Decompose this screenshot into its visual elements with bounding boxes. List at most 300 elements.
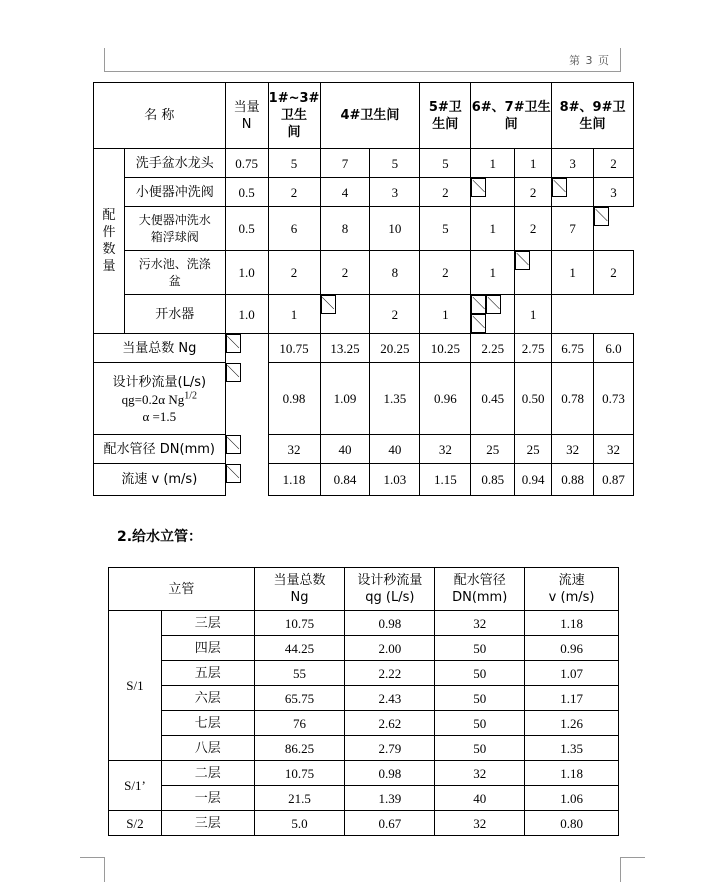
riser-flow xyxy=(345,711,435,736)
table-row xyxy=(109,736,619,761)
table-row xyxy=(94,435,634,464)
total-value-text: 6.75 xyxy=(561,340,584,356)
table-row xyxy=(94,178,634,207)
fixture-count xyxy=(320,207,370,251)
flow-equivalent-text: ＼ xyxy=(226,364,240,380)
fixture-equivalent xyxy=(225,295,268,334)
header-flow xyxy=(345,568,435,611)
fixture-count-text: 2 xyxy=(610,265,617,280)
riser-total-text: 76 xyxy=(293,715,307,731)
floor-label-text: 四层 xyxy=(194,640,221,656)
riser-velocity xyxy=(525,686,619,711)
riser-dn xyxy=(435,711,525,736)
riser-name xyxy=(109,761,162,811)
total-equivalent-text: ＼ xyxy=(226,336,240,351)
riser-dn-text: 32 xyxy=(473,615,487,631)
floor-label xyxy=(161,736,254,761)
riser-total-text: 10.75 xyxy=(284,765,315,781)
header-group-text: 卫生 xyxy=(281,108,308,123)
velocity-value xyxy=(420,464,471,496)
fixture-name xyxy=(124,207,225,251)
riser-flow-text: 2.79 xyxy=(378,740,402,756)
fixture-count xyxy=(471,207,515,251)
fixture-name-text: 洗手盆水龙头 xyxy=(135,155,214,171)
fixture-count-text: 1 xyxy=(569,265,576,280)
riser-name-text: S/1’ xyxy=(124,778,146,793)
fixture-count-text: ＼ xyxy=(553,180,567,195)
riser-velocity-text: 1.26 xyxy=(560,715,583,731)
header-velocity xyxy=(525,568,619,611)
fixture-count xyxy=(370,149,420,178)
riser-total-text: 5.0 xyxy=(291,815,308,831)
floor-label xyxy=(161,711,254,736)
flow-value-text: 0.96 xyxy=(433,391,457,406)
floor-label-text: 七层 xyxy=(194,715,221,731)
riser-flow xyxy=(345,786,435,811)
fixture-count-text: 1 xyxy=(290,306,298,322)
riser-dn xyxy=(435,661,525,686)
riser-total xyxy=(254,636,345,661)
fixture-count xyxy=(515,295,552,334)
table-row xyxy=(109,711,619,736)
total-value-text: 13.25 xyxy=(330,340,360,356)
riser-dn xyxy=(435,636,525,661)
fixture-count-text: 3 xyxy=(610,184,617,200)
header-group xyxy=(268,83,320,149)
riser-total xyxy=(254,786,345,811)
flow-value-text: 1.35 xyxy=(383,391,407,406)
fixture-count xyxy=(370,295,420,334)
riser-flow-text: 0.67 xyxy=(378,815,402,831)
flow-value xyxy=(552,363,594,435)
velocity-value-text: 1.15 xyxy=(433,472,457,487)
riser-total xyxy=(254,611,345,636)
fixture-name-text: 大便器冲洗水 xyxy=(138,212,211,227)
dn-value-text: 40 xyxy=(338,441,352,457)
floor-label-text: 三层 xyxy=(194,815,221,831)
fixture-count xyxy=(515,251,530,270)
flow-value-text: 0.78 xyxy=(561,391,584,406)
fixture-count-text: 2 xyxy=(610,155,617,171)
flow-value-text: 0.50 xyxy=(521,391,545,406)
fixture-count-text: 2 xyxy=(529,184,537,200)
flow-formula: qg=0.2α $Ng^{1/2}$ xyxy=(121,390,197,407)
fixture-count-text: ＼ xyxy=(487,297,501,312)
fixture-count xyxy=(420,149,471,178)
flow-value xyxy=(594,363,634,435)
header-dn xyxy=(435,568,525,611)
table-row xyxy=(94,83,634,149)
header-dn-text: 配水管径 xyxy=(453,573,506,588)
flow-value-text: 1.09 xyxy=(333,391,357,406)
section-title: 2.给水立管： xyxy=(117,529,203,545)
floor-label-text: 六层 xyxy=(194,690,221,706)
header-velocity-text: v (m/s) xyxy=(548,590,595,605)
riser-flow xyxy=(345,661,435,686)
riser-velocity xyxy=(525,736,619,761)
velocity-value-text: 1.03 xyxy=(383,472,407,487)
fixture-count-text: 2 xyxy=(442,265,449,280)
fixture-count-text: 8 xyxy=(391,265,399,280)
dn-value xyxy=(515,435,552,464)
velocity-value-text: 1.18 xyxy=(282,472,306,487)
riser-total-text: 21.5 xyxy=(288,790,311,806)
total-value-text: 2.75 xyxy=(521,340,545,356)
fixture-count-text: 4 xyxy=(341,184,349,200)
velocity-value-text: 0.87 xyxy=(602,472,625,487)
velocity-label-text: 流速 v (m/s) xyxy=(121,472,198,487)
dn-value xyxy=(420,435,471,464)
fixture-count xyxy=(320,149,370,178)
riser-dn xyxy=(435,611,525,636)
riser-total-text: 10.75 xyxy=(284,615,315,631)
header-group-text: 8#、9#卫 xyxy=(559,99,626,115)
riser-dn-text: 50 xyxy=(473,690,487,706)
dn-value-text: 32 xyxy=(566,441,580,457)
fixture-name xyxy=(124,251,225,295)
flow-value xyxy=(268,363,320,435)
table-row xyxy=(94,149,634,178)
riser-total xyxy=(254,686,345,711)
riser-total-text: 55 xyxy=(293,665,307,681)
crop-mark-top-right xyxy=(620,48,621,72)
dn-equivalent xyxy=(226,435,241,454)
riser-dn xyxy=(435,811,525,836)
fixture-equivalent-text: 1.0 xyxy=(238,306,255,322)
velocity-value-text: 0.88 xyxy=(561,472,584,487)
fixture-group-label-text: 配 xyxy=(102,208,116,223)
riser-name xyxy=(109,811,162,836)
riser-flow-text: 0.98 xyxy=(378,765,402,781)
fixture-count-text: ＼ xyxy=(472,180,486,195)
fixture-count xyxy=(471,314,486,333)
dn-value xyxy=(268,435,320,464)
fixture-equivalent-text: 0.5 xyxy=(238,184,255,200)
header-equivalent xyxy=(225,83,268,149)
fixture-count xyxy=(370,207,420,251)
header-dn-text: DN(mm) xyxy=(452,590,508,605)
dn-value-text: 32 xyxy=(438,441,452,457)
floor-label xyxy=(161,611,254,636)
fixture-group-label-text: 量 xyxy=(102,259,116,274)
total-equivalent xyxy=(226,334,241,353)
fixture-count-text: 5 xyxy=(290,155,298,171)
fixture-count xyxy=(268,295,320,334)
fixture-count-text: 7 xyxy=(341,155,349,171)
header-riser-text: 立管 xyxy=(168,581,195,597)
header-group-text: 5#卫 xyxy=(428,99,462,115)
riser-flow-text: 2.43 xyxy=(378,690,402,706)
crop-mark-top-left xyxy=(104,48,105,72)
riser-dn-text: 50 xyxy=(473,665,487,681)
fixture-count xyxy=(370,178,420,207)
fixture-count xyxy=(594,149,634,178)
riser-velocity xyxy=(525,786,619,811)
total-value-text: 10.25 xyxy=(430,340,460,356)
fixture-count xyxy=(420,251,471,295)
riser-dn-text: 32 xyxy=(473,765,487,781)
flow-equivalent xyxy=(226,363,241,382)
riser-flow xyxy=(345,811,435,836)
riser-name-text: S/1 xyxy=(126,678,144,693)
total-value-text: 2.25 xyxy=(481,340,505,356)
table-row xyxy=(109,786,619,811)
total-value xyxy=(320,334,370,363)
fixture-count-text: 1 xyxy=(489,221,496,236)
table-row xyxy=(109,761,619,786)
velocity-value xyxy=(370,464,420,496)
dn-equivalent-text: ＼ xyxy=(226,436,240,452)
velocity-value xyxy=(320,464,370,496)
table-row xyxy=(109,636,619,661)
riser-velocity-text: 1.18 xyxy=(560,615,583,631)
fixture-count xyxy=(420,207,471,251)
fixture-equivalent-text: 0.5 xyxy=(238,221,255,236)
total-value-text: 20.25 xyxy=(380,340,410,356)
riser-velocity-text: 1.18 xyxy=(560,765,583,781)
total-value xyxy=(268,334,320,363)
fixture-count xyxy=(268,251,320,295)
header-name-text: 名 称 xyxy=(144,108,175,123)
velocity-label xyxy=(94,464,226,496)
crop-mark-bottom-left xyxy=(80,857,105,882)
dn-value-text: 25 xyxy=(526,441,540,457)
fixture-count xyxy=(486,295,501,314)
dn-value xyxy=(320,435,370,464)
dn-value-text: 32 xyxy=(607,441,620,457)
fixture-equivalent xyxy=(225,207,268,251)
fixture-name xyxy=(124,149,225,178)
header-group-text: 4#卫生间 xyxy=(340,108,400,123)
velocity-value xyxy=(515,464,552,496)
flow-value xyxy=(471,363,515,435)
table-row xyxy=(109,661,619,686)
riser-velocity-text: 0.80 xyxy=(560,815,583,831)
riser-name xyxy=(109,611,162,761)
fixture-count-text: 7 xyxy=(569,221,576,236)
flow-value-text: 0.73 xyxy=(602,391,625,406)
fixture-count-text: 1 xyxy=(442,306,449,322)
fixture-count-text: 5 xyxy=(442,221,449,236)
fixture-count xyxy=(320,178,370,207)
fixture-name-text: 小便器冲洗阀 xyxy=(135,184,214,200)
table-row xyxy=(94,207,634,251)
fixture-count-text: ＼ xyxy=(595,209,609,224)
velocity-value xyxy=(268,464,320,496)
riser-flow-text: 0.98 xyxy=(378,615,402,631)
fixture-count xyxy=(515,207,552,251)
floor-label-text: 八层 xyxy=(194,740,221,756)
fixture-count xyxy=(268,207,320,251)
riser-total xyxy=(254,711,345,736)
header-flow-text: 设计秒流量 xyxy=(357,573,423,588)
header-flow-text: qg (L/s) xyxy=(365,590,415,605)
fixture-count-text: ＼ xyxy=(321,297,335,312)
fixture-count-text: 2 xyxy=(290,184,298,200)
flow-value-text: 0.98 xyxy=(282,391,306,406)
total-value xyxy=(552,334,594,363)
header-group xyxy=(420,83,471,149)
total-value-text: 10.75 xyxy=(279,340,309,356)
fixture-count-text: 1 xyxy=(489,155,496,171)
total-value xyxy=(370,334,420,363)
page-number: 第 3 页 xyxy=(569,54,610,67)
floor-label-text: 一层 xyxy=(194,790,221,806)
velocity-value xyxy=(552,464,594,496)
fixture-count xyxy=(471,295,486,314)
floor-label-text: 二层 xyxy=(194,765,221,781)
riser-velocity-text: 1.17 xyxy=(560,690,583,706)
fixture-count xyxy=(594,207,609,226)
velocity-value-text: 0.84 xyxy=(333,472,357,487)
riser-dn-text: 40 xyxy=(473,790,487,806)
riser-dn xyxy=(435,761,525,786)
floor-label-text: 五层 xyxy=(194,665,221,681)
fixture-count-text: 3 xyxy=(391,184,399,200)
velocity-value xyxy=(594,464,634,496)
fixture-equivalent xyxy=(225,178,268,207)
total-value-text: 6.0 xyxy=(605,340,622,356)
fixture-count xyxy=(552,149,594,178)
fixture-count xyxy=(420,295,471,334)
riser-flow-text: 1.39 xyxy=(378,790,402,806)
header-total-text: Ng xyxy=(290,590,309,605)
header-equivalent-text: N xyxy=(241,116,252,132)
fixture-count xyxy=(268,178,320,207)
header-group xyxy=(471,83,552,149)
dn-value xyxy=(552,435,594,464)
fixture-count-text: 1 xyxy=(489,265,496,280)
fixture-count xyxy=(515,149,552,178)
fixture-count-text: ＼ xyxy=(472,297,486,312)
riser-flow xyxy=(345,761,435,786)
floor-label xyxy=(161,761,254,786)
fixture-equivalent-text: 1.0 xyxy=(238,265,255,280)
dn-label-text: 配水管径 DN(mm) xyxy=(103,441,215,457)
header-group-text: 间 xyxy=(504,116,518,132)
fixture-name-text: 箱浮球阀 xyxy=(150,229,199,244)
riser-dn-text: 32 xyxy=(473,815,487,831)
riser-total-text: 65.75 xyxy=(284,690,315,706)
riser-dn-text: 50 xyxy=(473,640,487,656)
table-row xyxy=(94,334,634,363)
fixture-count-text: 5 xyxy=(442,155,449,171)
header-equivalent-text: 当量 xyxy=(233,99,260,115)
header-group xyxy=(552,83,634,149)
riser-total xyxy=(254,736,345,761)
riser-velocity xyxy=(525,611,619,636)
fixture-count xyxy=(321,295,336,314)
flow-value-text: 0.45 xyxy=(481,391,505,406)
dn-value-text: 40 xyxy=(388,441,402,457)
riser-total-text: 86.25 xyxy=(284,740,315,756)
table-row xyxy=(94,251,634,295)
header-total-text: 当量总数 xyxy=(273,573,326,588)
fixture-count-text: 2 xyxy=(290,265,298,280)
riser-dn xyxy=(435,786,525,811)
fixture-count-text: 1 xyxy=(529,155,537,171)
total-value xyxy=(594,334,634,363)
fixture-count-text: 6 xyxy=(290,221,298,236)
table-row xyxy=(109,686,619,711)
header-group-text: 间 xyxy=(287,125,301,140)
riser-flow-text: 2.22 xyxy=(378,665,402,681)
riser-table xyxy=(108,567,619,836)
total-value xyxy=(471,334,515,363)
total-value xyxy=(420,334,471,363)
fixture-count-text: 2 xyxy=(529,221,537,236)
fixture-count-text: 5 xyxy=(391,155,399,171)
fixture-count-text: 3 xyxy=(569,155,576,171)
flow-value xyxy=(370,363,420,435)
riser-flow-text: 2.62 xyxy=(378,715,402,731)
crop-mark-bottom-right xyxy=(620,857,645,882)
fixture-name-text: 开水器 xyxy=(155,306,195,322)
header-group-text: 6#、7#卫生 xyxy=(471,99,551,115)
riser-flow xyxy=(345,686,435,711)
total-label xyxy=(94,334,226,363)
fixture-table xyxy=(93,82,634,496)
riser-velocity-text: 1.35 xyxy=(560,740,583,756)
fixture-count xyxy=(471,149,515,178)
flow-value xyxy=(515,363,552,435)
fixture-name xyxy=(124,295,225,334)
riser-dn-text: 50 xyxy=(473,740,487,756)
fixture-count xyxy=(320,251,370,295)
floor-label-text: 三层 xyxy=(194,615,221,631)
floor-label xyxy=(161,661,254,686)
velocity-equivalent xyxy=(226,464,241,483)
riser-total-text: 44.25 xyxy=(284,640,315,656)
flow-value xyxy=(420,363,471,435)
table-row xyxy=(109,611,619,636)
fixture-count xyxy=(370,251,420,295)
table-row xyxy=(94,363,634,435)
riser-flow xyxy=(345,636,435,661)
dn-label xyxy=(94,435,226,464)
table-row xyxy=(94,464,634,496)
fixture-count xyxy=(420,178,471,207)
dn-value-text: 25 xyxy=(486,441,500,457)
riser-flow-text: 2.00 xyxy=(378,640,402,656)
fixture-table-body xyxy=(94,83,634,496)
fixture-equivalent-text: 0.75 xyxy=(235,155,258,171)
fixture-count-text: 1 xyxy=(529,306,537,322)
fixture-count-text: 2 xyxy=(391,306,399,322)
dn-value-text: 32 xyxy=(287,441,301,457)
fixture-count xyxy=(594,251,634,295)
fixture-group-label-text: 件 xyxy=(102,225,116,240)
fixture-count-text: 8 xyxy=(341,221,349,236)
fixture-count xyxy=(268,149,320,178)
fixture-count xyxy=(552,207,594,251)
riser-velocity-text: 1.06 xyxy=(560,790,583,806)
floor-label xyxy=(161,686,254,711)
header-riser xyxy=(109,568,255,611)
riser-flow xyxy=(345,611,435,636)
riser-total xyxy=(254,661,345,686)
flow-label xyxy=(94,363,226,435)
total-value xyxy=(515,334,552,363)
fixture-count-text: ＼ xyxy=(516,253,530,268)
riser-dn xyxy=(435,736,525,761)
fixture-count xyxy=(594,178,634,207)
riser-table-body xyxy=(109,568,619,836)
dn-value xyxy=(370,435,420,464)
fixture-count-text: 10 xyxy=(388,221,402,236)
velocity-value xyxy=(471,464,515,496)
fixture-count xyxy=(552,178,567,197)
